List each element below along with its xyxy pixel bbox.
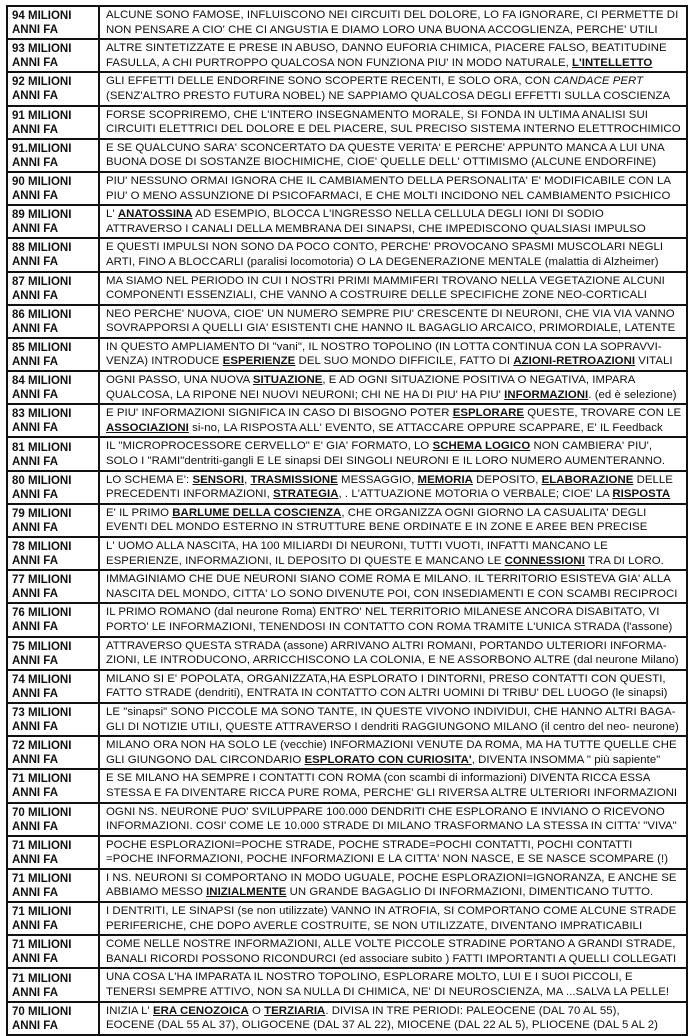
era-cell: 70 MILIONI ANNI FA (7, 803, 99, 836)
description-cell: I DENTRITI, LE SINAPSI (se non utilizzate) VANNO IN ATROFIA, SI COMPORTANO COME ALCUNE STRADE PERIFERICHE, CHE DOPO AVERLE COSTRUITE, SE NON UTILIZZATE, DIVENTANO IMPRATICABILI (99, 902, 687, 935)
era-cell: 76 MILIONI ANNI FA (7, 603, 99, 636)
table-row (7, 139, 687, 172)
era-cell: 89 MILIONI ANNI FA (7, 205, 99, 238)
description-cell: COME NELLE NOSTRE INFORMAZIONI, ALLE VOLTE PICCOLE STRADINE PORTANO A GRANDI STRADE, BANALI RICORDI POSSONO RICONDURCI (ed associare subito ) FATTI IMPORTANTI A QUELLI COLLEGATI (99, 935, 687, 968)
description-cell: OGNI PASSO, UNA NUOVA SITUAZIONE, E AD OGNI SITUAZIONE POSITIVA O NEGATIVA, IMPARA QUALCOSA, LA RIPONE NEI NUOVI NEURONI; CHI NE HA DI PIU' HA PIU' INFORMAZIONI. (ed è selezione) (99, 371, 687, 404)
era-cell: 78 MILIONI ANNI FA (7, 537, 99, 570)
era-cell: 88 MILIONI ANNI FA (7, 238, 99, 271)
description-cell: LO SCHEMA E': SENSORI, TRASMISSIONE MESSAGGIO, MEMORIA DEPOSITO, ELABORAZIONE DELLE PRECEDENTI INFORMAZIONI, STRATEGIA, . L'ATTUAZIONE MOTORIA O VERBALE; CIOE' LA RISPOSTA (99, 471, 687, 504)
era-cell: 71 MILIONI ANNI FA (7, 869, 99, 902)
table-row (7, 338, 687, 371)
era-cell: 90 MILIONI ANNI FA (7, 172, 99, 205)
document-page (6, 5, 688, 1036)
era-cell: 91.MILIONI ANNI FA (7, 139, 99, 172)
description-cell: MILANO ORA NON HA SOLO LE (vecchie) INFORMAZIONI VENUTE DA ROMA, MA HA TUTTE QUELLE CHE GLI GIUNGONO DAL CIRCONDARIO ESPLORATO CON CURIOSITA', DIVENTA INSOMMA " più sapiente" (99, 736, 687, 769)
description-cell: LE "sinapsi" SONO PICCOLE MA SONO TANTE, IN QUESTE VIVONO INDIVIDUI, CHE HANNO ALTRI BAGA- GLI DI NOTIZIE UTILI, QUESTE ATTRAVERSO I dendriti RAGGIUNGONO MILANO (il centro del neo- neurone) (99, 703, 687, 736)
table-row (7, 935, 687, 968)
era-cell: 84 MILIONI ANNI FA (7, 371, 99, 404)
era-cell: 79 MILIONI ANNI FA (7, 504, 99, 537)
era-cell: 73 MILIONI ANNI FA (7, 703, 99, 736)
table-row (7, 902, 687, 935)
table-row (7, 437, 687, 470)
description-cell: NEO PERCHE' NUOVA, CIOE' UN NUMERO SEMPRE PIU' CRESCENTE DI NEURONI, CHE VIA VIA VANNO SOVRAPPORSI A QUELLI GIA' ESISTENTI CHE HANNO IL BAGAGLIO ARCAICO, PRIMORDIALE, LATENTE (99, 305, 687, 338)
era-cell: 71 MILIONI ANNI FA (7, 902, 99, 935)
era-cell: 70 MILIONI ANNI FA (7, 1002, 99, 1035)
description-cell: OGNI NS. NEURONE PUO' SVILUPPARE 100.000 DENDRITI CHE ESPLORANO E INVIANO O RICEVONO INFORMAZIONI. COSI' COME LE 10.000 STRADE DI MILANO TRASFORMANO LA STESSA IN CITTA' "VIVA" (99, 803, 687, 836)
era-cell: 83 MILIONI ANNI FA (7, 404, 99, 437)
description-cell: IN QUESTO AMPLIAMENTO DI "vani", IL NOSTRO TOPOLINO (IN LOTTA CONTINUA CON LA SOPRAVVI- VENZA) INTRODUCE ESPERIENZE DEL SUO MONDO DIFFICILE, FATTO DI AZIONI-RETROAZIONI VITALI (99, 338, 687, 371)
era-cell: 75 MILIONI ANNI FA (7, 637, 99, 670)
description-cell: MA SIAMO NEL PERIODO IN CUI I NOSTRI PRIMI MAMMIFERI TROVANO NELLA VEGETAZIONE ALCUNI COMPONENTI ESSENZIALI, CHE VANNO A COSTRUIRE DELLE SPECIFICHE ZONE NEO-CORTICALI (99, 272, 687, 305)
era-cell: 92 MILIONI ANNI FA (7, 72, 99, 105)
table-row (7, 72, 687, 105)
description-cell: L' ANATOSSINA AD ESEMPIO, BLOCCA L'INGRESSO NELLA CELLULA DEGLI IONI DI SODIO ATTRAVERSO I CANALI DELLA MEMBRANA DEI SINAPSI, CHE IMPEDISCONO QUALSIASI IMPULSO (99, 205, 687, 238)
description-cell: E SE MILANO HA SEMPRE I CONTATTI CON ROMA (con scambi di informazioni) DIVENTA RICCA ESSA STESSA E FA DIVENTARE RICCA PURE ROMA, PERCHE' GLI RIVERSA ALTRE ULTERIORI INFORMAZIONI (99, 769, 687, 802)
description-cell: ATTRAVERSO QUESTA STRADA (assone) ARRIVANO ALTRI ROMANI, PORTANDO ULTERIORI INFORMA- ZIONI, LE INTRODUCONO, ARRICCHISCONO LA COLONIA, E NE ASSORBONO ALTRE (dal neurone Milano) (99, 637, 687, 670)
era-cell: 71 MILIONI ANNI FA (7, 836, 99, 869)
table-row (7, 305, 687, 338)
table-row (7, 570, 687, 603)
table-row (7, 1002, 687, 1035)
table-row (7, 471, 687, 504)
era-cell: 81 MILIONI ANNI FA (7, 437, 99, 470)
era-cell: 72 MILIONI ANNI FA (7, 736, 99, 769)
description-cell: E QUESTI IMPULSI NON SONO DA POCO CONTO, PERCHE' PROVOCANO SPASMI MUSCOLARI NEGLI ARTI, FINO A BLOCCARLI (paralisi locomotoria) O LA DEGENERAZIONE MENTALE (malattia di Alzheimer) (99, 238, 687, 271)
era-cell: 85 MILIONI ANNI FA (7, 338, 99, 371)
era-cell: 71 MILIONI ANNI FA (7, 935, 99, 968)
era-cell: 91 MILIONI ANNI FA (7, 106, 99, 139)
era-cell: 77 MILIONI ANNI FA (7, 570, 99, 603)
table-row (7, 272, 687, 305)
table-row (7, 504, 687, 537)
table-row (7, 968, 687, 1001)
description-cell: IL PRIMO ROMANO (dal neurone Roma) ENTRO' NEL TERRITORIO MILANESE ANCORA DISABITATO, VI PORTO' LE INFORMAZIONI, TENENDOSI IN CONTATTO CON ROMA TRAMITE L'UNICA STRADA (l'assone) (99, 603, 687, 636)
description-cell: I NS. NEURONI SI COMPORTANO IN MODO UGUALE, POCHE ESPLORAZIONI=IGNORANZA, E ANCHE SE ABBIAMO MESSO INIZIALMENTE UN GRANDE BAGAGLIO DI INFORMAZIONI, DIMENTICANO TUTTO. (99, 869, 687, 902)
description-cell: L' UOMO ALLA NASCITA, HA 100 MILIARDI DI NEURONI, TUTTI VUOTI, INFATTI MANCANO LE ESPERIENZE, INFORMAZIONI, IL DEPOSITO DI QUESTE E MANCANO LE CONNESSIONI TRA DI LORO. (99, 537, 687, 570)
description-cell: PIU' NESSUNO ORMAI IGNORA CHE IL CAMBIAMENTO DELLA PERSONALITA' E' MODIFICABILE CON LA PIU' O MENO ASSUNZIONE DI PSICOFARMACI, E CHE MOLTI INCIDONO NEL CAMBIAMENTO PSICHICO (99, 172, 687, 205)
description-cell: E PIU' INFORMAZIONI SIGNIFICA IN CASO DI BISOGNO POTER ESPLORARE QUESTE, TROVARE CON LE ASSOCIAZIONI si-no, LA RISPOSTA ALL' EVENTO, SE ATTACCARE OPPURE SCAPPARE, E' IL Feedback (99, 404, 687, 437)
table-row (7, 769, 687, 802)
table-row (7, 603, 687, 636)
description-cell: IMMAGINIAMO CHE DUE NEURONI SIANO COME ROMA E MILANO. IL TERRITORIO ESISTEVA GIA' ALLA NASCITA DEL MONDO, CITTA' LO SONO DIVENUTE POI, CON INSEDIAMENTI E CON SCAMBI RECIPROCI (99, 570, 687, 603)
description-cell: IL "MICROPROCESSORE CERVELLO" E' GIA' FORMATO, LO SCHEMA LOGICO NON CAMBIERA' PIU', SOLO I "RAMI"dentriti-gangli E LE sinapsi DEI SINGOLI NEURONI E IL LORO NUMERO AUMENTERANNO. (99, 437, 687, 470)
description-cell: POCHE ESPLORAZIONI=POCHE STRADE, POCHE STRADE=POCHI CONTATTI, POCHI CONTATTI =POCHE INFORMAZIONI, POCHE INFORMAZIONI E LA CITTA' NON NASCE, E SE NASCE SCOMPARE (!) (99, 836, 687, 869)
timeline-table (6, 5, 688, 1036)
table-row (7, 537, 687, 570)
era-cell: 87 MILIONI ANNI FA (7, 272, 99, 305)
era-cell: 71 MILIONI ANNI FA (7, 968, 99, 1001)
table-row (7, 803, 687, 836)
era-cell: 94 MILIONI ANNI FA (7, 6, 99, 39)
description-cell: ALCUNE SONO FAMOSE, INFLUISCONO NEI CIRCUITI DEL DOLORE, LO FA IGNORARE, CI PERMETTE DI NON PENSARE A CIO' CHE CI ANGUSTIA E DIAMO LORO UNA BUONA ACCOGLIENZA, PERCHE' UTILI (99, 6, 687, 39)
table-row (7, 106, 687, 139)
description-cell: GLI EFFETTI DELLE ENDORFINE SONO SCOPERTE RECENTI, E SOLO ORA, CON CANDACE PERT (SENZ'ALTRO PRESTO FUTURA NOBEL) NE SAPPIAMO QUALCOSA DEGLI EFFETTI SULLA COSCIENZA (99, 72, 687, 105)
table-row (7, 172, 687, 205)
era-cell: 86 MILIONI ANNI FA (7, 305, 99, 338)
table-row (7, 404, 687, 437)
description-cell: MILANO SI E' POPOLATA, ORGANIZZATA,HA ESPLORATO I DINTORNI, PRESO CONTATTI CON QUESTI, FATTO STRADE (dendriti), ENTRATA IN CONTATTO CON ALTRI UOMINI DI TRIBU' DEL LUOGO (le sinapsi) (99, 670, 687, 703)
table-row (7, 637, 687, 670)
table-row (7, 205, 687, 238)
era-cell: 71 MILIONI ANNI FA (7, 769, 99, 802)
table-row (7, 39, 687, 72)
table-row (7, 670, 687, 703)
description-cell: E' IL PRIMO BARLUME DELLA COSCIENZA, CHE ORGANIZZA OGNI GIORNO LA CASUALITA' DEGLI EVENTI DEL MONDO ESTERNO IN STRUTTURE BENE ORDINATE E IN ZONE E AREE BEN PRECISE (99, 504, 687, 537)
table-row (7, 6, 687, 39)
table-row (7, 869, 687, 902)
table-row (7, 736, 687, 769)
description-cell: INIZIA L' ERA CENOZOICA O TERZIARIA. DIVISA IN TRE PERIODI: PALEOCENE (DAL 70 AL 55), EOCENE (DAL 55 AL 37), OLIGOCENE (DAL 37 AL 22), MIOCENE (DAL 22 AL 5), PLIOCENE (DAL 5 AL 2) (99, 1002, 687, 1035)
table-row (7, 703, 687, 736)
description-cell: E SE QUALCUNO SARA' SCONCERTATO DA QUESTE VERITA' E PERCHE' APPUNTO MANCA A LUI UNA BUONA DOSE DI SOSTANZE BIOCHIMICHE, CIOE' QUELLE DELL' OTTIMISMO (ALCUNE ENDORFINE) (99, 139, 687, 172)
table-row (7, 238, 687, 271)
table-row (7, 371, 687, 404)
era-cell: 93 MILIONI ANNI FA (7, 39, 99, 72)
description-cell: ALTRE SINTETIZZATE E PRESE IN ABUSO, DANNO EUFORIA CHIMICA, PIACERE FALSO, BEATITUDINE FASULLA, A CHI PURTROPPO QUALCOSA NON FUNZIONA PIU' IN MODO NATURALE, L'INTELLETTO (99, 39, 687, 72)
description-cell: UNA COSA L'HA IMPARATA IL NOSTRO TOPOLINO, ESPLORARE MOLTO, LUI E I SUOI PICCOLI, E TENERSI SEMPRE ATTIVO, NON SA NULLA DI CHIMICA, NE' DI NEUROSCIENZA, MA ...SALVA LA PELLE! (99, 968, 687, 1001)
table-row (7, 836, 687, 869)
era-cell: 80 MILIONI ANNI FA (7, 471, 99, 504)
era-cell: 74 MILIONI ANNI FA (7, 670, 99, 703)
description-cell: FORSE SCOPRIREMO, CHE L'INTERO INSEGNAMENTO MORALE, SI FONDA IN ULTIMA ANALISI SUI CIRCUITI ELETTRICI DEL DOLORE E DEL PIACERE, SUL PRECISO SISTEMA INTERNO ELETTROCHIMICO (99, 106, 687, 139)
